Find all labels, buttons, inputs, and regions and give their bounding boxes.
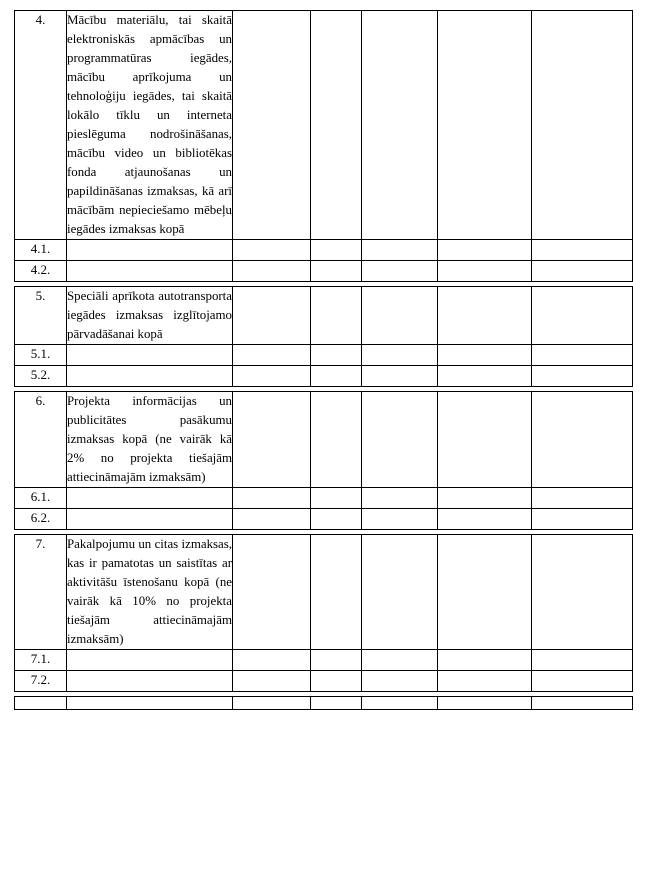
- table-row: [15, 671, 633, 692]
- value-cell: [438, 392, 532, 488]
- value-cell: [311, 671, 362, 692]
- row-number-cell: 4.: [15, 11, 67, 240]
- table-row: [15, 488, 633, 509]
- table-row: [15, 261, 633, 282]
- row-description-cell: Speciāli aprīkota autotransporta iegādes izmaksas izglītojamo pārvadāšanai kopā: [67, 287, 233, 345]
- table-row: [15, 697, 633, 710]
- row-number-cell: 5.1.: [15, 345, 67, 366]
- value-cell: [438, 697, 532, 710]
- value-cell: [233, 345, 311, 366]
- value-cell: [362, 287, 438, 345]
- value-cell: [362, 261, 438, 282]
- value-cell: [362, 392, 438, 488]
- value-cell: [532, 488, 633, 509]
- value-cell: [233, 366, 311, 387]
- value-cell: [362, 671, 438, 692]
- value-cell: [438, 509, 532, 530]
- value-cell: [311, 509, 362, 530]
- value-cell: [438, 11, 532, 240]
- value-cell: [233, 509, 311, 530]
- value-cell: [532, 509, 633, 530]
- row-description-cell: [67, 240, 233, 261]
- value-cell: [438, 488, 532, 509]
- value-cell: [532, 366, 633, 387]
- value-cell: [233, 697, 311, 710]
- table-row: [15, 535, 633, 650]
- row-number-cell: 7.1.: [15, 650, 67, 671]
- cost-table-section-4: [14, 10, 633, 282]
- table-row: [15, 509, 633, 530]
- value-cell: [233, 535, 311, 650]
- row-number-cell: 4.2.: [15, 261, 67, 282]
- value-cell: [311, 240, 362, 261]
- value-cell: [311, 392, 362, 488]
- value-cell: [233, 261, 311, 282]
- row-number-cell: 5.2.: [15, 366, 67, 387]
- row-number-cell: 5.: [15, 287, 67, 345]
- row-number-cell: 7.2.: [15, 671, 67, 692]
- value-cell: [233, 650, 311, 671]
- value-cell: [311, 697, 362, 710]
- value-cell: [362, 488, 438, 509]
- row-description-cell: [67, 345, 233, 366]
- row-number-cell: [15, 697, 67, 710]
- value-cell: [438, 240, 532, 261]
- table-row: [15, 392, 633, 488]
- cost-table-section-7: [14, 534, 633, 692]
- row-description-cell: Projekta informācijas un publicitātes pasākumu izmaksas kopā (ne vairāk kā 2% no projekta tiešajām attiecināmajām izmaksām): [67, 392, 233, 488]
- value-cell: [438, 650, 532, 671]
- value-cell: [311, 345, 362, 366]
- value-cell: [438, 261, 532, 282]
- value-cell: [532, 392, 633, 488]
- row-description-cell: [67, 671, 233, 692]
- value-cell: [532, 345, 633, 366]
- row-description-cell: [67, 488, 233, 509]
- value-cell: [233, 240, 311, 261]
- row-description-cell: [67, 509, 233, 530]
- value-cell: [532, 535, 633, 650]
- row-description-cell: [67, 261, 233, 282]
- value-cell: [438, 345, 532, 366]
- value-cell: [362, 345, 438, 366]
- value-cell: [362, 650, 438, 671]
- value-cell: [532, 671, 633, 692]
- row-description-cell: [67, 366, 233, 387]
- value-cell: [532, 11, 633, 240]
- value-cell: [311, 11, 362, 240]
- row-number-cell: 6.2.: [15, 509, 67, 530]
- row-description-cell: [67, 650, 233, 671]
- table-row: [15, 240, 633, 261]
- value-cell: [311, 261, 362, 282]
- row-number-cell: 6.: [15, 392, 67, 488]
- value-cell: [362, 366, 438, 387]
- value-cell: [532, 287, 633, 345]
- value-cell: [438, 671, 532, 692]
- table-row: [15, 345, 633, 366]
- row-number-cell: 4.1.: [15, 240, 67, 261]
- value-cell: [233, 671, 311, 692]
- value-cell: [362, 11, 438, 240]
- table-row: [15, 11, 633, 240]
- row-number-cell: 7.: [15, 535, 67, 650]
- value-cell: [362, 240, 438, 261]
- value-cell: [532, 261, 633, 282]
- row-description-cell: [67, 697, 233, 710]
- value-cell: [311, 650, 362, 671]
- table-row: [15, 366, 633, 387]
- value-cell: [311, 535, 362, 650]
- value-cell: [311, 366, 362, 387]
- value-cell: [233, 392, 311, 488]
- value-cell: [532, 650, 633, 671]
- cost-table-section-6: [14, 391, 633, 530]
- value-cell: [532, 697, 633, 710]
- value-cell: [311, 488, 362, 509]
- value-cell: [233, 287, 311, 345]
- row-number-cell: 6.1.: [15, 488, 67, 509]
- value-cell: [362, 509, 438, 530]
- row-description-cell: Pakalpojumu un citas izmaksas, kas ir pamatotas un saistītas ar aktivitāšu īstenošanu kopā (ne vairāk kā 10% no projekta tiešajām attiecināmajām izmaksām): [67, 535, 233, 650]
- value-cell: [362, 535, 438, 650]
- row-description-cell: Mācību materiālu, tai skaitā elektroniskās apmācības un programmatūras iegādes, mācību aprīkojuma un tehnoloģiju iegādes, tai skaitā lokālo tīklu un interneta pieslēguma nodrošināšanas, mācību video un bibliotēkas fonda atjaunošanas un papildināšanas izmaksas, kā arī mācībām nepieciešamo mēbeļu iegādes izmaksas kopā: [67, 11, 233, 240]
- value-cell: [362, 697, 438, 710]
- table-row: [15, 650, 633, 671]
- value-cell: [438, 287, 532, 345]
- value-cell: [532, 240, 633, 261]
- value-cell: [233, 488, 311, 509]
- value-cell: [438, 535, 532, 650]
- cost-table-section-partial: [14, 696, 633, 710]
- table-row: [15, 287, 633, 345]
- cost-table-section-5: [14, 286, 633, 387]
- value-cell: [233, 11, 311, 240]
- value-cell: [311, 287, 362, 345]
- value-cell: [438, 366, 532, 387]
